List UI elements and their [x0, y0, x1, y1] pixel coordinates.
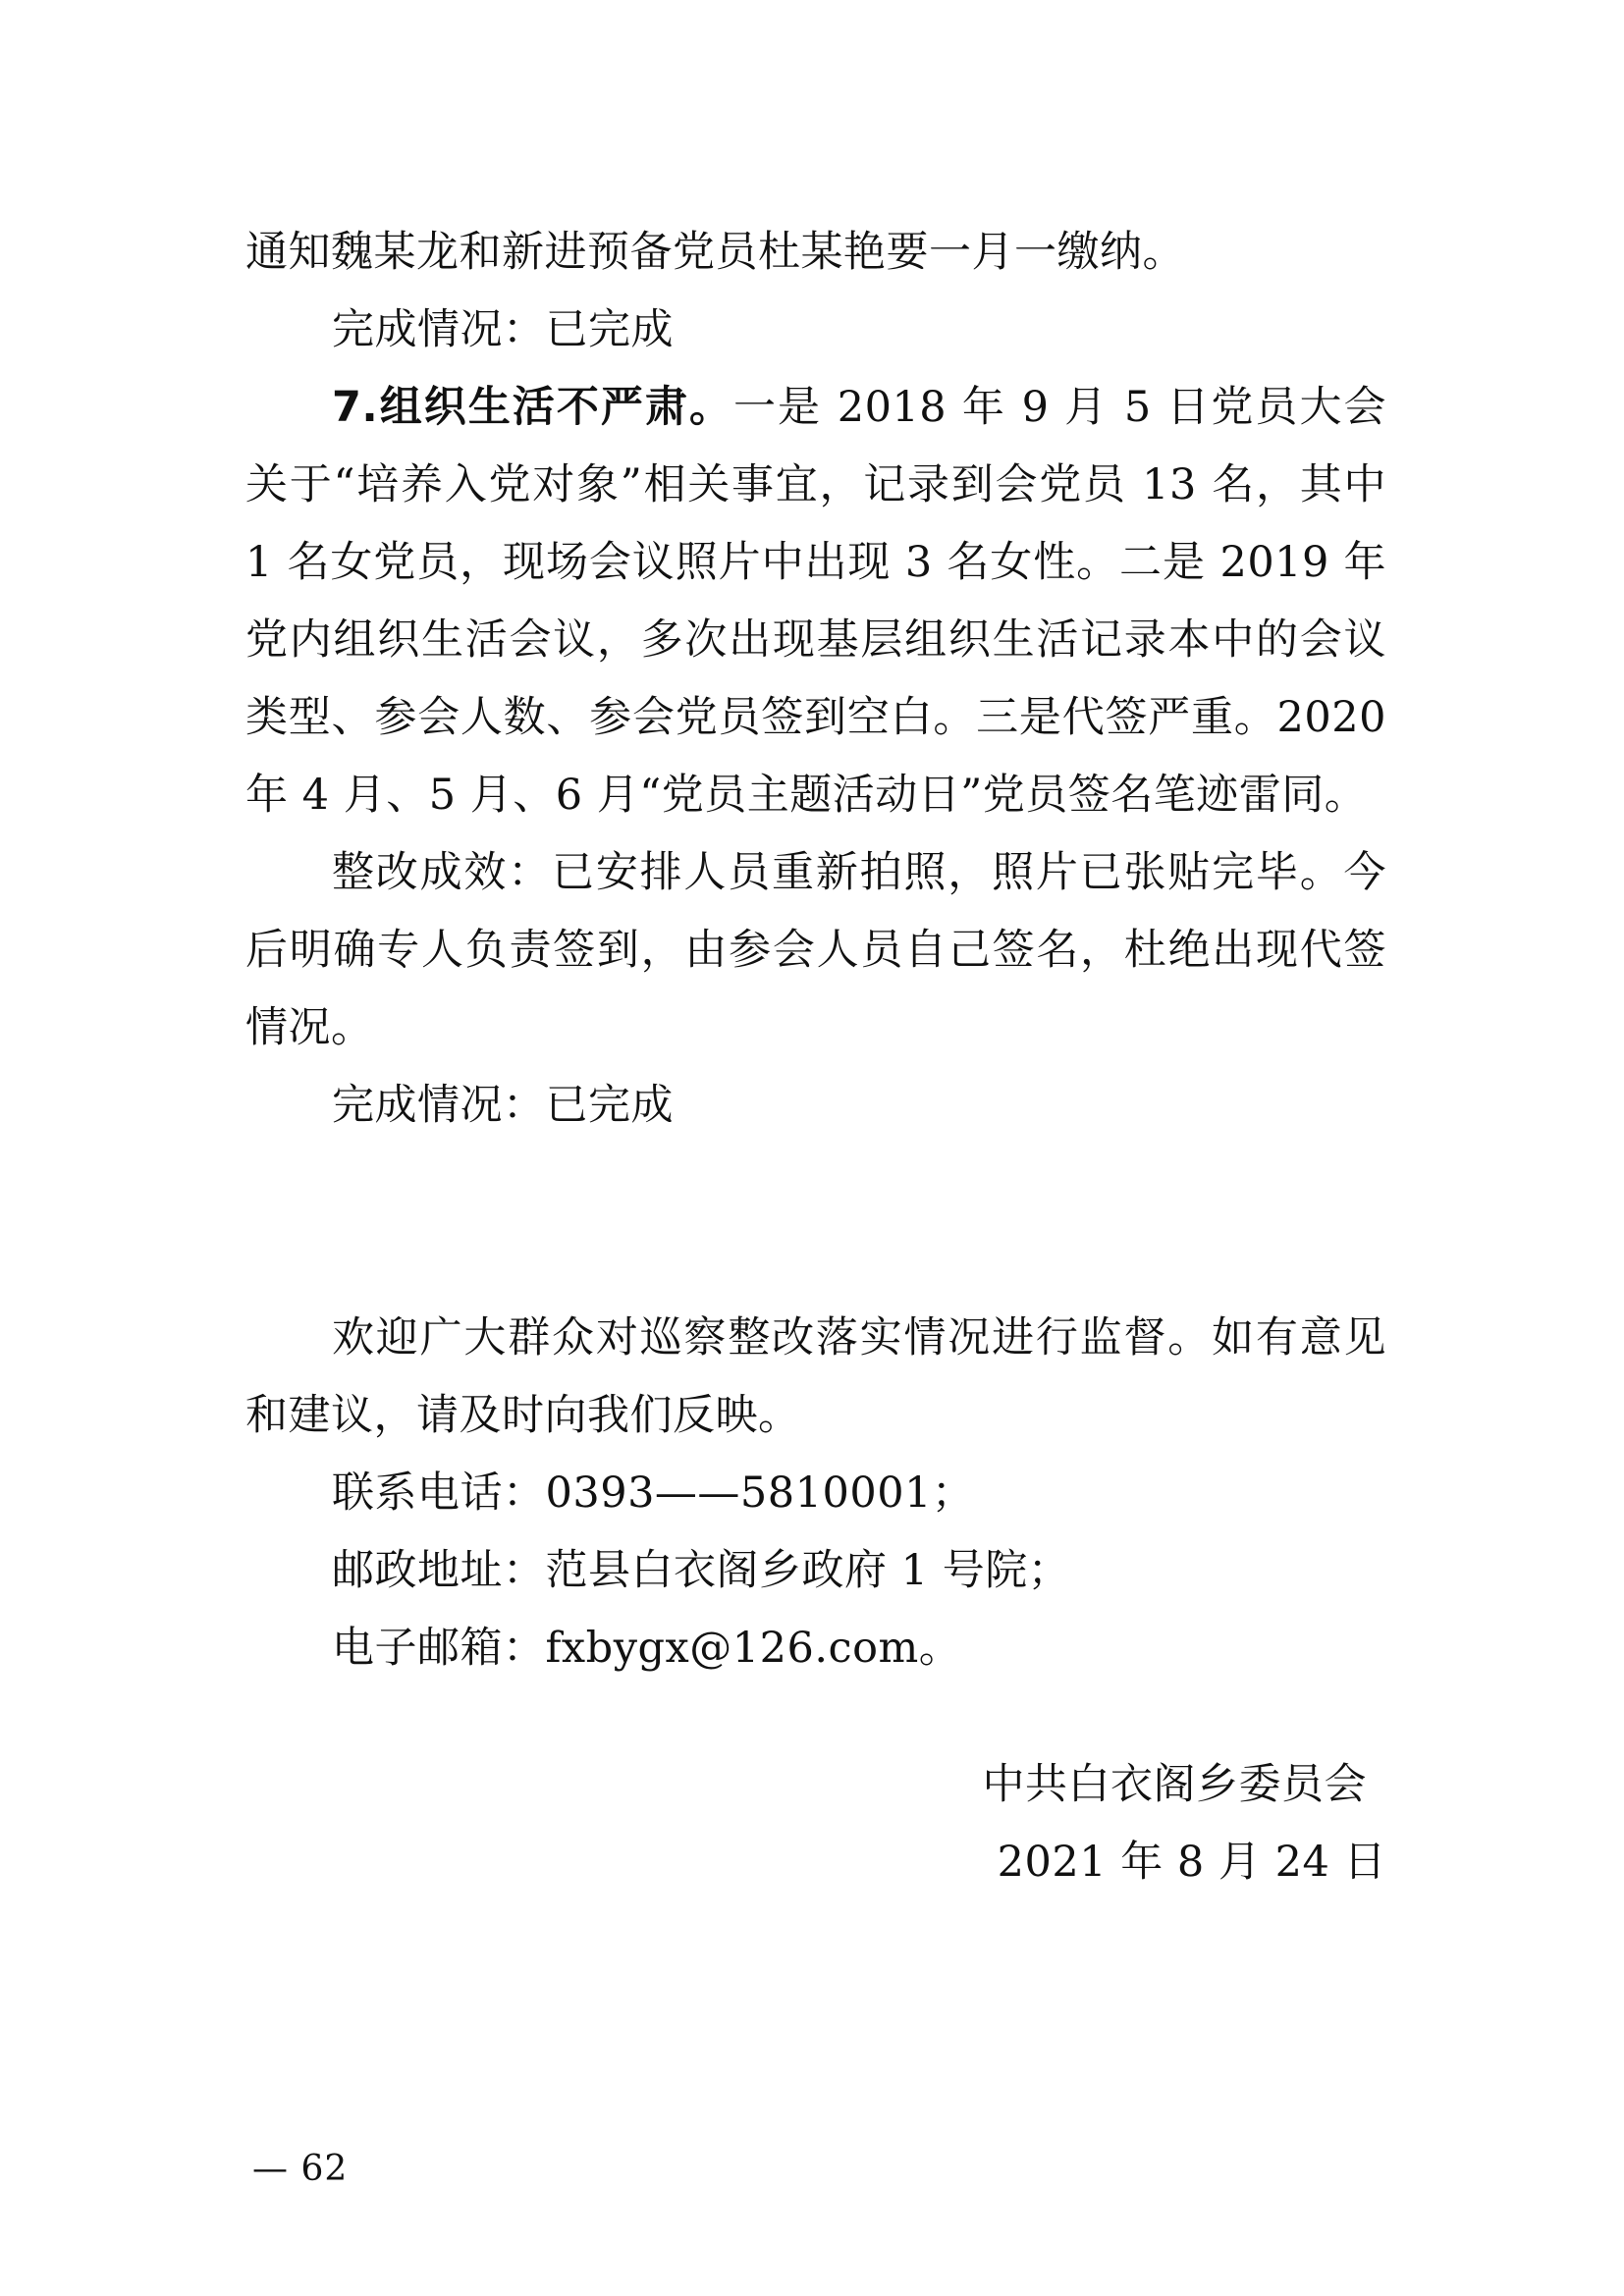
- paragraph-text: 一是 2018 年 9 月 5 日党员大会关于“培养入党对象”相关事宜，记录到会党员 13 名，其中 1 名女党员，现场会议照片中出现 3 名女性。二是 2019 年党内组织生活会议，多次出现基层组织生活记录本中的会议类型、参会人数、参会党员签到空白。三是代签严重。2020 年 4 月、5 月、6 月“党员主题活动日”党员签名笔迹雷同。: [245, 383, 1386, 820]
- contact-phone: [245, 1455, 1386, 1532]
- paragraph-text: 完成情况：已完成: [332, 305, 674, 354]
- paragraph-supervision-invitation: [245, 1300, 1386, 1455]
- signature-organization: 中共白衣阁乡委员会: [982, 1760, 1367, 1809]
- paragraph-text: 邮政地址：范县白衣阁乡政府 1 号院；: [332, 1546, 1071, 1595]
- paragraph-text: 欢迎广大群众对巡察整改落实情况进行监督。如有意见和建议，请及时向我们反映。: [245, 1313, 1386, 1440]
- page-number: — 62: [252, 2149, 349, 2189]
- paragraph-text: 整改成效：已安排人员重新拍照，照片已张贴完毕。今后明确专人负责签到，由参会人员自己签名，杜绝出现代签情况。: [245, 848, 1386, 1052]
- signature-block: [983, 1746, 1387, 1901]
- document-body: [245, 214, 1386, 1687]
- paragraph-text: 完成情况：已完成: [332, 1081, 674, 1130]
- paragraph-text: 联系电话：0393——5810001；: [332, 1468, 975, 1518]
- paragraph-completion-status: [245, 292, 1386, 369]
- paragraph-text: 通知魏某龙和新进预备党员杜某艳要一月一缴纳。: [245, 228, 1185, 277]
- paragraph-issue-7: [245, 369, 1386, 834]
- signature-date: 2021 年 8 月 24 日: [997, 1838, 1386, 1887]
- paragraph-text: 电子邮箱：fxbygx@126.com。: [332, 1624, 962, 1673]
- paragraph-rectification-result: [245, 834, 1386, 1067]
- section-spacer: [245, 1145, 1386, 1300]
- paragraph-completion-status: [245, 1067, 1386, 1145]
- paragraph-dues-notice: [245, 214, 1386, 292]
- contact-address: [245, 1532, 1386, 1610]
- issue-heading: 7.组织生活不严肃。: [332, 383, 733, 432]
- contact-email: [245, 1610, 1386, 1687]
